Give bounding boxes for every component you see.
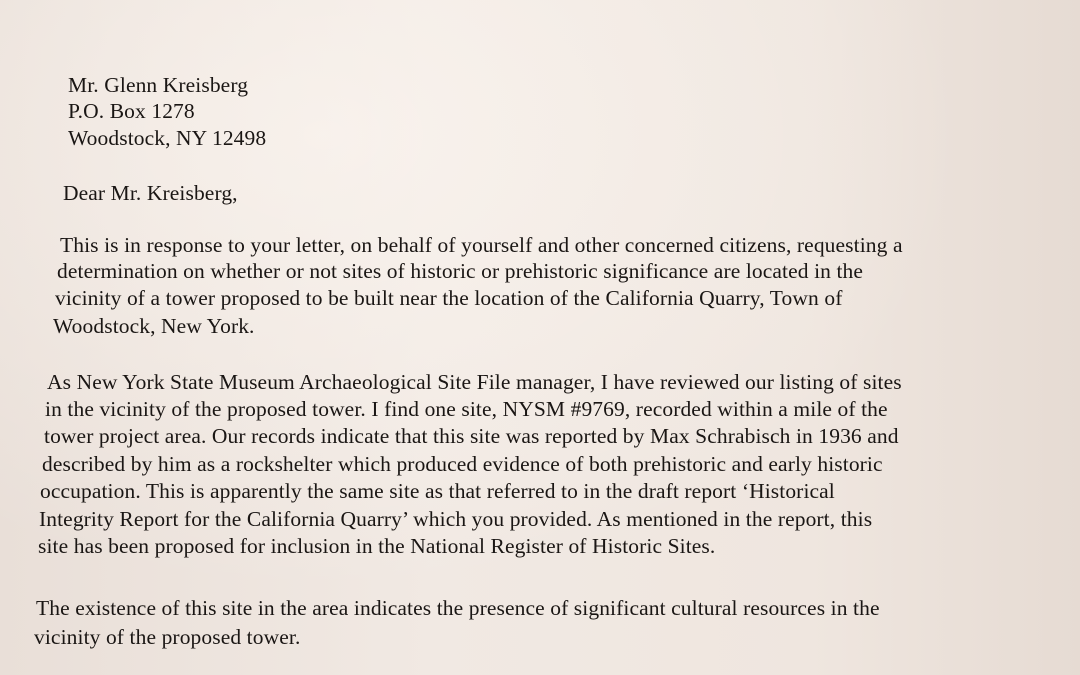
salutation: Dear Mr. Kreisberg, [63, 181, 238, 205]
paragraph-line: site has been proposed for inclusion in the National Register of Historic Sites. [38, 534, 716, 558]
recipient-po-box: P.O. Box 1278 [68, 99, 195, 123]
paragraph-line: vicinity of a tower proposed to be built near the location of the California Quarry, Town of [55, 286, 843, 310]
paragraph-line: Integrity Report for the California Quarry’ which you provided. As mentioned in the report, this [39, 507, 873, 531]
recipient-city: Woodstock, NY 12498 [68, 126, 267, 150]
paragraph-line: in the vicinity of the proposed tower. I find one site, NYSM #9769, recorded within a mile of the [45, 397, 888, 421]
paragraph-line: The existence of this site in the area indicates the presence of significant cultural resources in the [36, 596, 880, 620]
paragraph-line: described by him as a rockshelter which produced evidence of both prehistoric and early historic [42, 452, 883, 476]
recipient-name: Mr. Glenn Kreisberg [68, 73, 249, 97]
paragraph-line: determination on whether or not sites of historic or prehistoric significance are located in the [57, 259, 864, 283]
paragraph-line: vicinity of the proposed tower. [34, 625, 301, 649]
paragraph-line: tower project area. Our records indicate that this site was reported by Max Schrabisch in 1936 and [44, 424, 899, 448]
paragraph-line: Woodstock, New York. [53, 314, 255, 338]
paragraph-line: This is in response to your letter, on behalf of yourself and other concerned citizens, requesting a [60, 233, 903, 257]
paragraph-line: occupation. This is apparently the same site as that referred to in the draft report ‘Historical [40, 479, 835, 503]
paragraph-line: As New York State Museum Archaeological Site File manager, I have reviewed our listing of sites [47, 370, 902, 394]
